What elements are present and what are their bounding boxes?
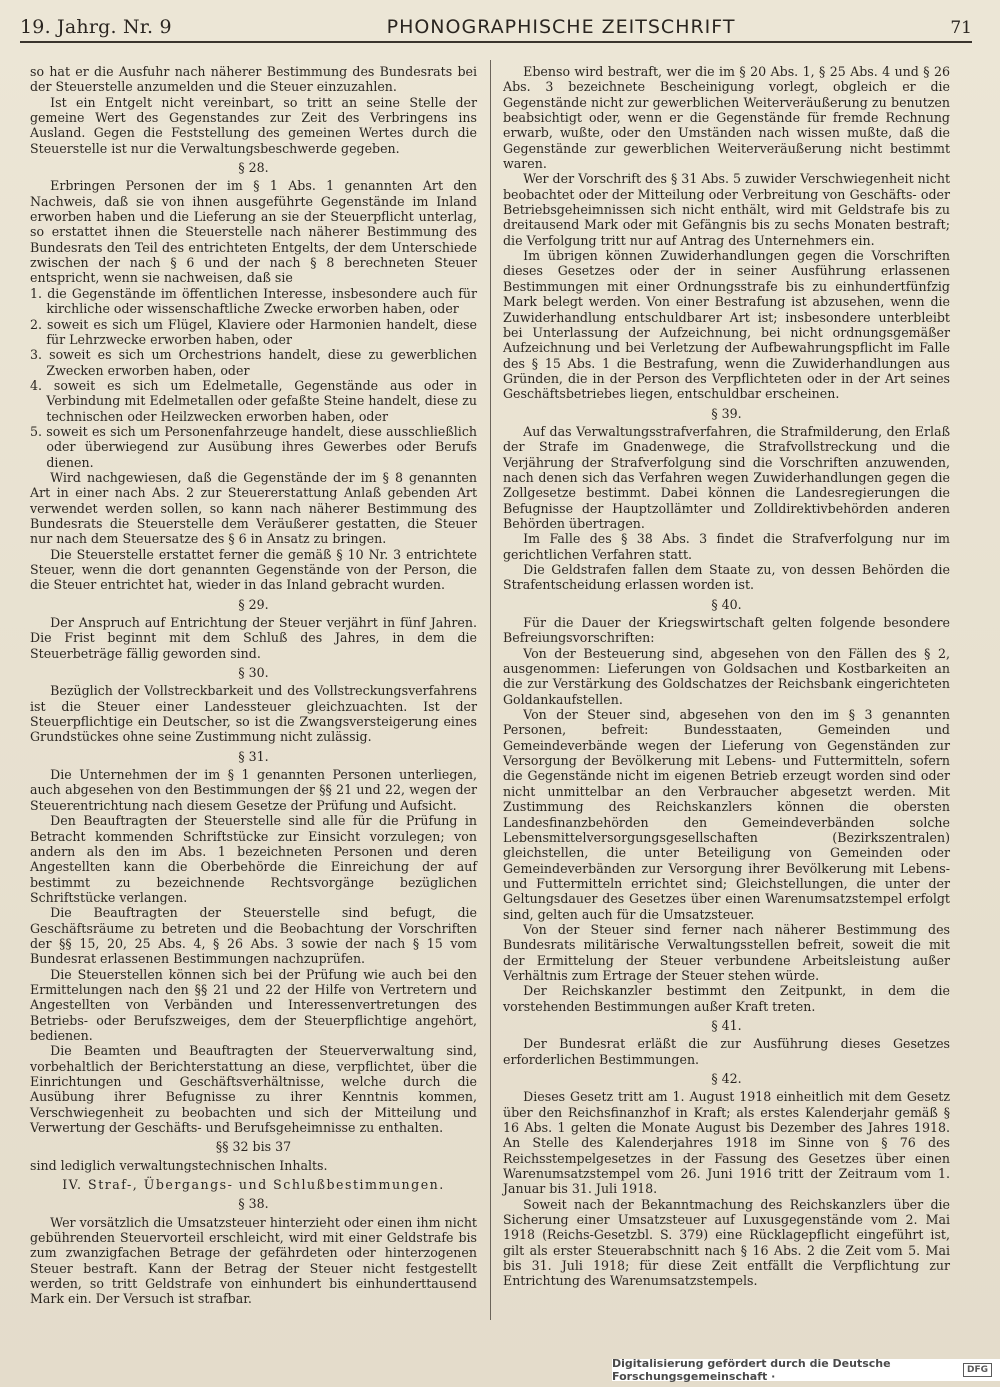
paragraph: sind lediglich verwaltungstechnischen Inhalts.	[30, 1157, 328, 1173]
paragraph: Wird nachgewiesen, daß die Gegenstände der im § 8 genannten Art in einer nach Abs. 2 zur Steuererstattung Anlaß gebenden Art verwendet werden sollen, so kann nach näherer Bestimmung des Bundesrats die Steuerstelle dem Veräußerer gestatten, die Steuer nur nach dem Steuersatze des § 6 in Ansatz zu bringen.	[30, 469, 477, 547]
digitization-credit	[612, 1359, 1000, 1381]
section-heading: § 38.	[238, 1196, 269, 1212]
paragraph: Der Bundesrat erläßt die zur Ausführung dieses Gesetzes erforderlichen Bestimmungen.	[503, 1036, 950, 1067]
paragraph: Im übrigen können Zuwiderhandlungen gegen die Vorschriften dieses Gesetzes oder der in seiner Ausführung erlassenen Bestimmungen mit einer Ordnungsstrafe bis zu einhundertfünfzig Mark belegt werden. Von einer Bestrafung ist abzusehen, wenn die Zuwiderhandlung entschuldbarer Art ist; insbesondere unterbleibt bei Unterlassung der Aufzeichnung, bei nicht ordnungsgemäßer Aufzeichnung und bei Verletzung der Aufbewahrungspflicht im Falle des § 15 Abs. 1 die Bestrafung, wenn die Zuwiderhandlungen aus Gründen, die in der Person des Verpflichteten oder in der Art seines Geschäftsbetriebes liegen, entschuldbar erscheinen.	[503, 248, 950, 402]
enumerated-list	[30, 286, 477, 470]
section-heading: § 41.	[711, 1017, 742, 1033]
paragraph: Wer der Vorschrift des § 31 Abs. 5 zuwider Verschwiegenheit nicht beobachtet oder der Mitteilung oder Verbreitung von Geschäfts- oder Betriebsgeheimnissen sich nicht enthält, wird mit Geldstrafe bis zu dreitausend Mark oder mit Gefängnis bis zu sechs Monaten bestraft; die Verfolgung tritt nur auf Antrag des Unternehmers ein.	[503, 171, 951, 248]
dfg-logo-icon: DFG	[963, 1363, 992, 1377]
issue-label: 19. Jahrg. Nr. 9	[20, 16, 172, 38]
paragraph: Den Beauftragten der Steuerstelle sind alle für die Prüfung in Betracht kommenden Schriftstücke zur Einsicht vorzulegen; von andern als den im Abs. 1 bezeichneten Personen und deren Angestellten kann die Oberbehörde die Einreichung der auf bestimmt zu bezeichnende Rechtsvorgänge bezüglichen Schriftstücke verlangen.	[30, 813, 477, 905]
journal-title: PHONOGRAPHISCHE ZEITSCHRIFT	[386, 16, 736, 38]
paragraph: Von der Besteuerung sind, abgesehen von den Fällen des § 2, ausgenommen: Lieferungen von Goldsachen und Kostbarkeiten an die zur Verstärkung des Goldschatzes der Reichsbank eingerichteten Goldankaufstellen.	[503, 645, 950, 707]
paragraph: Die Steuerstellen können sich bei der Prüfung wie auch bei den Ermittelungen nach den §§ 21 und 22 der Hilfe von Vertretern und Angestellten von Verbänden und Interessenvertretungen des Betriebs- oder Berufszweiges, dem der Steuerpflichtige angehört, bedienen.	[30, 966, 477, 1043]
paragraph: Ist ein Entgelt nicht vereinbart, so tritt an seine Stelle der gemeine Wert des Gegenstandes zur Zeit des Verbringens ins Ausland. Gegen die Feststellung des gemeinen Wertes durch die Steuerstelle ist nur die Verwaltungsbeschwerde gegeben.	[30, 94, 477, 156]
paragraph: Der Reichskanzler bestimmt den Zeitpunkt, in dem die vorstehenden Bestimmungen außer Kraft treten.	[503, 983, 950, 1014]
list-item: 5. soweit es sich um Personenfahrzeuge handelt, diese ausschließlich oder überwiegend zur Ausübung ihres Gewerbes oder Berufs dienen.	[30, 423, 477, 470]
section-heading: § 30.	[238, 665, 269, 681]
paragraph: Ebenso wird bestraft, wer die im § 20 Abs. 1, § 25 Abs. 4 und § 26 Abs. 3 bezeichnete Bescheinigung vorlegt, obgleich er die Gegenstände nicht zur gewerblichen Weiterveräußerung zu benutzen beabsichtigt oder, wenn er die Gegenstände für fremde Rechnung erwarb, wußte, oder den Umständen nach wissen mußte, daß die Gegenstände zur gewerblichen Weiterveräußerung nicht bestimmt waren.	[503, 64, 950, 172]
paragraph: Die Steuerstelle erstattet ferner die gemäß § 10 Nr. 3 entrichtete Steuer, wenn die dort genannten Gegenstände von der Person, die die Steuer entrichtet hat, wieder in das Inland gebracht wurden.	[30, 546, 477, 593]
column-divider	[490, 60, 491, 1320]
paragraph: Soweit nach der Bekanntmachung des Reichskanzlers über die Sicherung einer Umsatzsteuer auf Luxusgegenstände vom 2. Mai 1918 (Reichs-Gesetzbl. S. 379) eine Rücklagepflicht eingeführt ist, gilt als erster Steuerabschnitt nach § 16 Abs. 2 die Zeit vom 5. Mai bis 31. Juli 1918; für diese Zeit entfällt die Verpflichtung zur Entrichtung des Warenumsatzstempels.	[503, 1196, 950, 1289]
paragraph: Erbringen Personen der im § 1 Abs. 1 genannten Art den Nachweis, daß sie von ihnen ausgeführte Gegenstände im Inland erworben haben und die Lieferung an sie der Steuerpflicht unterlag, so erstattet ihnen die Steuerstelle nach näherer Bestimmung des Bundesrats den Teil des entrichteten Entgelts, der dem Unterschiede zwischen der nach § 6 und der nach § 8 berechneten Steuer entspricht, wenn sie nachweisen, daß sie	[30, 178, 477, 286]
section-heading: § 31.	[238, 748, 269, 764]
paragraph: so hat er die Ausfuhr nach näherer Bestimmung des Bundesrats bei der Steuerstelle anzumelden und die Steuer einzuzahlen.	[30, 64, 477, 95]
section-heading: §§ 32 bis 37	[215, 1139, 292, 1155]
page-number: 71	[950, 18, 972, 38]
paragraph: Die Beauftragten der Steuerstelle sind befugt, die Geschäftsräume zu betreten und die Beobachtung der Vorschriften der §§ 15, 20, 25 Abs. 4, § 26 Abs. 3 sowie der nach § 15 vom Bundesrat erlassenen Bestimmungen nachzuprüfen.	[30, 905, 477, 967]
right-column	[503, 64, 950, 1289]
section-heading: § 42.	[711, 1071, 742, 1086]
list-item: 4. soweit es sich um Edelmetalle, Gegenstände aus oder in Verbindung mit Edelmetallen oder gefaßte Steine handelt, diese zu technischen oder Heilzwecken erworben haben, oder	[30, 377, 477, 424]
list-item: 1. die Gegenstände im öffentlichen Interesse, insbesondere auch für kirchliche oder wissenschaftliche Zwecke erworben haben, oder	[30, 285, 477, 317]
paragraph: Die Geldstrafen fallen dem Staate zu, von dessen Behörden die Strafentscheidung erlassen worden ist.	[503, 562, 950, 593]
section-heading: § 28.	[238, 160, 269, 176]
paragraph: Die Unternehmen der im § 1 genannten Personen unterliegen, auch abgesehen von den Bestimmungen der §§ 21 und 22, wegen der Steuerentrichtung nach diesem Gesetze der Prüfung und Aufsicht.	[30, 767, 477, 813]
paragraph: Auf das Verwaltungsstrafverfahren, die Strafmilderung, den Erlaß der Strafe im Gnadenwege, die Strafvollstreckung und die Verjährung der Strafverfolgung sind die Vorschriften anzuwenden, nach denen sich das Verfahren wegen Zuwiderhandlungen gegen die Zollgesetze bestimmt. Dabei können die Landesregierungen die Befugnisse der Hauptzollämter und Zolldirektivbehörden anderen Behörden übertragen.	[503, 423, 950, 531]
paragraph: Bezüglich der Vollstreckbarkeit und des Vollstreckungsverfahrens ist die Steuer einer Landessteuer gleichzuachten. Ist der Steuerpflichtige ein Deutscher, so ist die Zwangsversteigerung eines Grundstückes ohne seine Zustimmung nicht zulässig.	[30, 683, 477, 745]
paragraph: Der Anspruch auf Entrichtung der Steuer verjährt in fünf Jahren. Die Frist beginnt mit dem Schluß des Jahres, in dem die Steuerbeträge fällig geworden sind.	[30, 615, 477, 661]
section-heading: § 40.	[711, 596, 742, 612]
left-column	[30, 64, 477, 1307]
list-item: 2. soweit es sich um Flügel, Klaviere oder Harmonien handelt, diese für Lehrzwecke erworben haben, oder	[30, 316, 477, 347]
paragraph: Von der Steuer sind, abgesehen von den im § 3 genannten Personen, befreit: Bundesstaaten, Gemeinden und Gemeindeverbände wegen der Lieferung von Gegenständen zur Versorgung der Bevölkerung mit Lebens- und Futtermitteln, sofern die Gegenstände nicht im eigenen Betrieb erzeugt worden sind oder nicht unmittelbar an den Verbraucher abgesetzt werden. Mit Zustimmung des Reichskanzlers können die obersten Landesfinanzbehörden den Gemeindeverbänden solche Lebensmittelversorgungsgesellschaften (Bezirkszentralen) gleichstellen, die unter Beteiligung von Gemeinden oder Gemeindeverbänden zur Versorgung ihrer Bevölkerung mit Lebens- und Futtermitteln errichtet sind; Gleichstellungen, die unter der Geltungsdauer des Gesetzes über einen Warenumsatzstempel erfolgt sind, gelten auch für die Umsatzsteuer.	[503, 707, 950, 922]
page-header	[20, 8, 972, 43]
paragraph: Dieses Gesetz tritt am 1. August 1918 einheitlich mit dem Gesetz über den Reichsfinanzhof in Kraft; als erstes Kalenderjahr gemäß § 16 Abs. 1 gelten die Monate August bis Dezember des Jahres 1918. An Stelle des Kalenderjahres 1918 im Sinne von § 76 des Reichsstempelgesetzes in der Fassung des Gesetzes über einen Warenumsatzstempel vom 26. Juni 1916 tritt der Zeitraum vom 1. Januar bis 31. Juli 1918.	[503, 1089, 950, 1197]
section-heading: § 29.	[238, 596, 269, 612]
chapter-heading: IV. Straf-, Übergangs- und Schlußbestimmungen.	[62, 1177, 445, 1193]
list-item: 3. soweit es sich um Orchestrions handelt, diese zu gewerblichen Zwecken erworben haben, oder	[30, 347, 477, 378]
paragraph: Wer vorsätzlich die Umsatzsteuer hinterzieht oder einen ihm nicht gebührenden Steuervorteil erschleicht, wird mit einer Geldstrafe bis zum zwanzigfachen Betrage der gefährdeten oder hinterzogenen Steuer bestraft. Kann der Betrag der Steuer nicht festgestellt werden, so tritt Geldstrafe von einhundert bis einhunderttausend Mark ein. Der Versuch ist strafbar.	[30, 1214, 477, 1307]
paragraph: Von der Steuer sind ferner nach näherer Bestimmung des Bundesrats militärische Verwaltungsstellen befreit, soweit die mit der Ermittelung der Steuer verbundene Arbeitsleistung außer Verhältnis zum Ertrage der Steuer stehen würde.	[503, 921, 950, 983]
paragraph: Im Falle des § 38 Abs. 3 findet die Strafverfolgung nur im gerichtlichen Verfahren statt.	[503, 531, 950, 562]
paragraph: Die Beamten und Beauftragten der Steuerverwaltung sind, vorbehaltlich der Berichterstattung an diese, verpflichtet, über die Einrichtungen und Geschäftsverhältnisse, welche durch die Ausübung ihrer Befugnisse zu ihrer Kenntnis kommen, Verschwiegenheit zu beobachten und sich der Mitteilung und Verwertung der Geschäfts- und Berufsgeheimnisse zu enthalten.	[30, 1043, 477, 1136]
paragraph: Für die Dauer der Kriegswirtschaft gelten folgende besondere Befreiungsvorschriften:	[503, 615, 950, 646]
section-heading: § 39.	[711, 405, 742, 421]
credit-text: Digitalisierung gefördert durch die Deutsche Forschungsgemeinschaft ·	[612, 1357, 891, 1383]
